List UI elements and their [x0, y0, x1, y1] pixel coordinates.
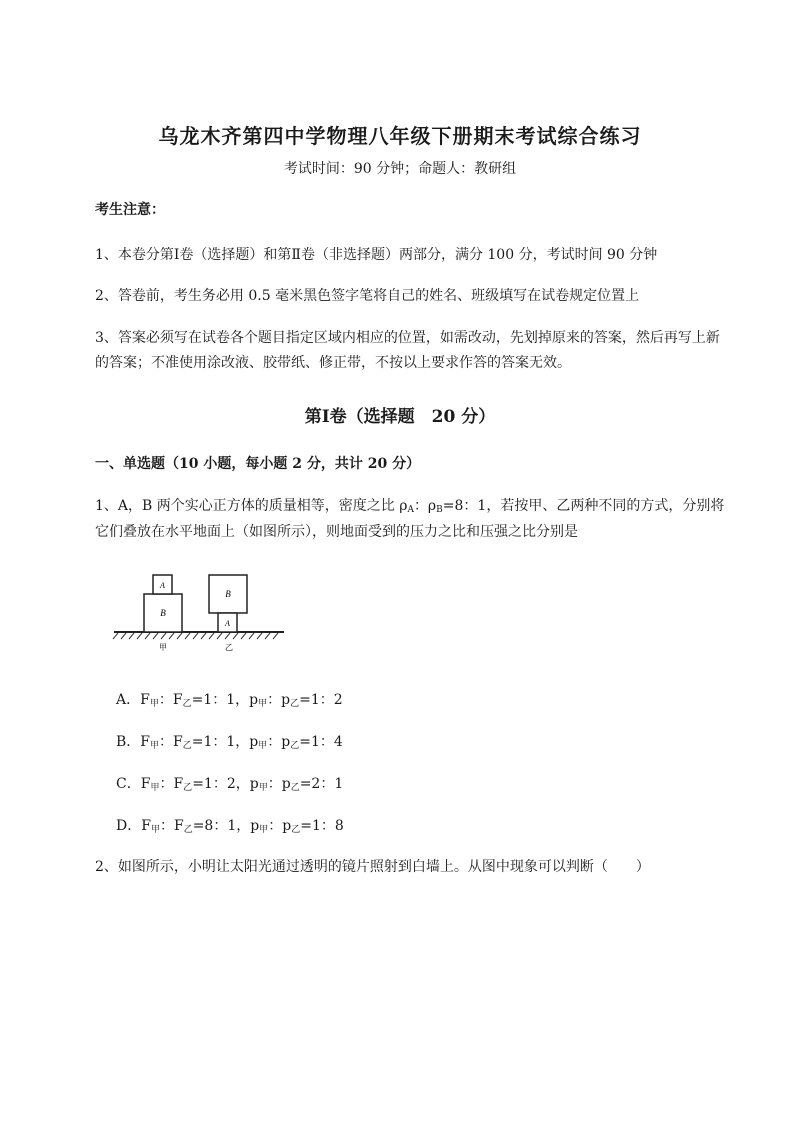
question-2-text: 2、如图所示，小明让太阳光通过透明的镜片照射到白墙上。从图中现象可以判断（ ）: [95, 859, 650, 875]
question-1-figure: [112, 565, 287, 655]
question-1-option-c[interactable]: C．$F_甲$：$F_乙=1$：2，$p_甲$：$p_乙=2$：1: [116, 776, 344, 793]
notice-item-3-cont: 的答案；不准使用涂改液、胶带纸、修正带，不按以上要求作答的答案无效。: [95, 355, 571, 371]
notice-item-2: 2、答卷前，考生务必用 0.5 毫米黑色签字笔将自己的姓名、班级填写在试卷规定位置上: [95, 288, 640, 304]
section-title: 第Ⅰ卷（选择题 20 分）: [304, 407, 496, 427]
figure-label-yi: 乙: [225, 643, 233, 652]
page-subtitle: 考试时间：90 分钟；命题人：教研组: [283, 161, 517, 177]
question-1-line-2: 它们叠放在水平地面上（如图所示），则地面受到的压力之比和压强之比分别是: [95, 524, 578, 540]
notice-item-3: 3、答案必须写在试卷各个题目指定区域内相应的位置，如需改动，先划掉原来的答案，然后再写上新: [95, 330, 720, 346]
svg-text:A: A: [225, 619, 230, 628]
page-title: 乌龙木齐第四中学物理八年级下册期末考试综合练习: [158, 124, 642, 148]
part-title: 一、单选题（10 小题，每小题 2 分，共计 20 分）: [95, 456, 421, 472]
question-1-option-d[interactable]: D．$F_甲$：$F_乙=8$：1，$p_甲$：$p_乙=1$：8: [116, 818, 344, 835]
question-1-line-1: 1、A，B 两个实心正方体的质量相等，密度之比 $\rho_A$：$\rho_B=8$：1，若按甲、乙两种不同的方式，分别将: [95, 498, 725, 515]
notice-heading: 考生注意：: [95, 202, 165, 218]
question-1-option-b[interactable]: B．$F_甲$：$F_乙=1$：1，$p_甲$：$p_乙=1$：4: [116, 734, 343, 751]
question-1-option-a[interactable]: A．$F_甲$：$F_乙=1$：1，$p_甲$：$p_乙=1$：2: [116, 692, 343, 709]
svg-text:B: B: [160, 608, 166, 618]
svg-text:A: A: [160, 581, 165, 590]
notice-item-1: 1、本卷分第Ⅰ卷（选择题）和第Ⅱ卷（非选择题）两部分，满分 100 分，考试时间 90 分钟: [95, 247, 658, 263]
svg-text:B: B: [225, 589, 231, 599]
figure-label-jia: 甲: [159, 643, 167, 652]
